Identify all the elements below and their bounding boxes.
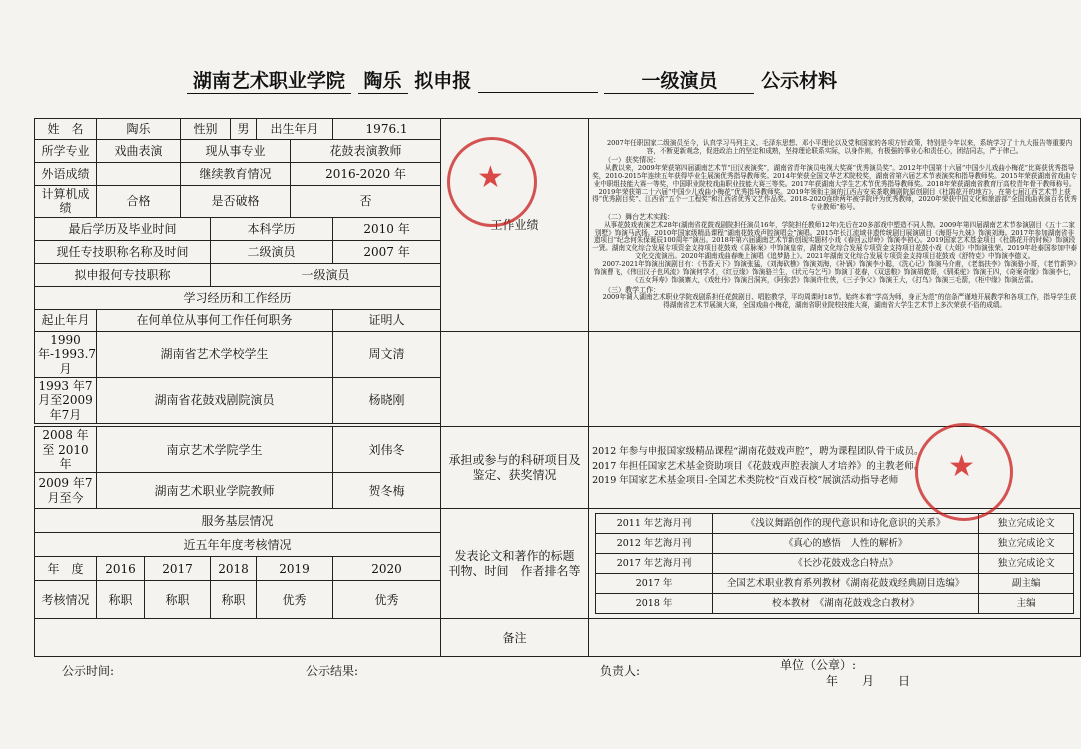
assessment-blank-row <box>35 619 441 657</box>
assessment-year-2019: 2019 <box>257 557 333 581</box>
language-value <box>97 163 181 186</box>
responsible-person-label: 负责人: <box>600 664 641 678</box>
title-name: 陶乐 <box>358 66 408 94</box>
remark-label: 备注 <box>441 619 589 657</box>
work-witness-1: 周文清 <box>333 331 441 377</box>
achievements-label: 承担或参与的科研项目及鉴定、获奖情况 <box>441 427 589 509</box>
publication-title-4: 全国艺术职业教育系列教材《湖南花鼓戏经典剧目选编》 <box>713 574 979 594</box>
publication-year-3: 2017 年艺海月刊 <box>596 554 713 574</box>
title-suffix: 公示材料 <box>761 70 838 92</box>
major-label: 所学专业 <box>35 140 97 163</box>
publication-year-2: 2012 年艺海月刊 <box>596 534 713 554</box>
work-unit-1: 湖南省艺术学校学生 <box>97 331 333 377</box>
work-period-3: 2008 年至 2010 年 <box>35 427 97 473</box>
work-history-heading: 学习经历和工作经历 <box>35 286 441 309</box>
education-value: 本科学历 <box>211 217 333 240</box>
unit-seal-label: 单位（公章）: <box>780 658 857 672</box>
publications-table <box>595 513 1074 614</box>
publication-row <box>596 594 1074 614</box>
publication-row <box>596 574 1074 594</box>
official-stamp-right <box>915 423 1013 521</box>
title-blank <box>478 70 598 93</box>
continuing-education-value: 2016-2020 年 <box>291 163 441 186</box>
work-unit-3: 南京艺术学院学生 <box>97 427 333 473</box>
name-value: 陶乐 <box>97 119 181 140</box>
publications-list <box>589 509 1081 619</box>
publication-row <box>596 554 1074 574</box>
signature-footer <box>34 660 980 690</box>
date-label: 年 月 日 <box>826 674 911 688</box>
official-stamp-left <box>447 137 537 227</box>
work-witness-3: 刘伟冬 <box>333 427 441 473</box>
publications-label: 发表论文和著作的标题 刊物、时间 作者排名等 <box>441 509 589 619</box>
publication-title-1: 《浅议舞蹈创作的现代意识和诗化意识的关系》 <box>713 514 979 534</box>
intro-heading-teaching: （三）教学工作： <box>604 285 661 294</box>
stamp-star-icon: ★ <box>477 160 504 195</box>
publication-title-5: 校本教材 《湖南花鼓戏念白教材》 <box>713 594 979 614</box>
publication-role-2: 独立完成论文 <box>979 534 1074 554</box>
apply-title-label: 拟申报何专技职称 <box>35 263 211 286</box>
assessment-result-2016: 称职 <box>97 581 145 619</box>
achievement-item-1: 2012 年参与申报国家级精品课程“湖南花鼓戏声腔”，聘为课程团队骨干成员。 <box>592 446 924 458</box>
publication-role-4: 副主编 <box>979 574 1074 594</box>
intro-paragraph-5: 2009年调入湖南艺术职业学院戏剧系担任花鼓剧目、唱腔教学，平均周课时18节。始终本着“学高为师，身正为范”的信条严谨地开展教学和各项工作，指导学生获得湖南省艺术节展演大赛，全国戏曲小梅花，湖南省职业院校技能大赛，湖南省大学生艺术节上多次荣获不俗的成绩。 <box>602 293 1077 310</box>
publication-year-4: 2017 年 <box>596 574 713 594</box>
assessment-result-2019: 优秀 <box>257 581 333 619</box>
achievement-item-3: 2019 年国家艺术基金项目-全国艺术类院校“百戏百校”展演活动指导老师 <box>592 474 899 486</box>
title-position: 一级演员 <box>604 66 754 94</box>
publication-role-1: 独立完成论文 <box>979 514 1074 534</box>
exemption-label: 是否破格 <box>181 186 291 218</box>
intro-heading-stage: （二）舞台艺术实践： <box>604 213 675 222</box>
service-grassroots-label: 服务基层情况 <box>35 509 441 533</box>
application-form-table <box>34 118 1081 657</box>
current-major-value: 花鼓表演教师 <box>291 140 441 163</box>
period-column-header: 起止年月 <box>35 309 97 331</box>
witness-column-header: 证明人 <box>333 309 441 331</box>
publication-title-3: 《长沙花鼓戏念白特点》 <box>713 554 979 574</box>
stamp-star-icon: ★ <box>948 449 975 485</box>
assessment-year-2017: 2017 <box>145 557 211 581</box>
continuing-education-label: 继续教育情况 <box>181 163 291 186</box>
education-year: 2010 年 <box>333 217 441 240</box>
work-unit-4: 湖南艺术职业学院教师 <box>97 473 333 509</box>
work-performance-label: 工作业绩 <box>490 217 539 232</box>
title-apply-prefix: 拟申报 <box>414 70 472 92</box>
achievement-label-cell <box>441 119 589 332</box>
assessment-result-2017: 称职 <box>145 581 211 619</box>
assessment-result-label: 考核情况 <box>35 581 97 619</box>
publicity-result-label: 公示结果: <box>306 664 359 678</box>
blank-left-panel <box>441 331 589 426</box>
assessment-year-2016: 2016 <box>97 557 145 581</box>
assessment-year-label: 年 度 <box>35 557 97 581</box>
work-period-2: 1993 年7月至2009年7月 <box>35 377 97 423</box>
assessment-year-2020: 2020 <box>333 557 441 581</box>
computer-label: 计算机成绩 <box>35 186 97 218</box>
intro-paragraph-3: 从事花鼓戏表演艺术28年(湖南省花鼓戏剧院担任演员16年，学院担任教师12年)先后在20多部戏中塑造不同人物。2009年第四届湖南艺术节参演剧目《五十二家别墅》饰演马武扬。2010年国家级精品课程“湖南花鼓戏声腔演唱会”演唱。2015年长江流域非遗传统剧目展演剧目《海哥与九妹》饰演刘海。2017年参加湖南省非遗项目“纪念何朱保诞辰100周年”演出。2018年第六届湖南艺术节新创现实题材小戏《春回云岸岭》饰演李初心。2019国家艺术基金项目《杜鹃花开的时候》饰演段一贤。湖南文化综合发展专项资金支持项目花鼓戏《喜脉案》中饰演皇帝，湖南文化综合发展专项资金支持项目花鼓小戏《大姐》中饰演张荣。2019年赴泰国参加中泰文化交流演出。2020年湖南戏曲春晚上演唱《追梦路上》。2021年湖南文化综合发展专项资金支持项目花鼓戏《舒特克》中饰演李德义。 <box>592 220 1078 261</box>
assessment-result-2018: 称职 <box>211 581 257 619</box>
work-witness-2: 杨晓刚 <box>333 377 441 423</box>
assessment-heading: 近五年年度考核情况 <box>35 533 441 557</box>
performance-text <box>589 119 1081 332</box>
intro-paragraph-2: 从教以来，2009年荣获第四届湖南艺术节“田汉表演奖”，湖南省青年演员电视大奖赛“优秀演员奖”。2012年中国第十六届“中国少儿戏曲小梅花”比赛获优秀指导奖，2010-2015年连续五年获得毕业生展演优秀指导教师奖。2014年荣获全国文华艺术院校奖，湖南省第六届艺术节表演奖和指导教师奖。2015年荣获湖南省戏曲专业中职组技能大赛一等奖，中国职业院校戏曲职业技能大赛三等奖。2017年获湖南大学生艺术节优秀指导教师奖。2018年荣获湖南省教育厅高校青年骨干教师称号。2019年荣获第二十六届“中国少儿戏曲小梅花”优秀指导教师奖。2019年领衔主演的江西吉安采茶歌舞剧院原创剧目《杜鹃花开的地方》，在第七届江西艺术节上获得“优秀剧目奖”、江西省“五个一工程奖”和江西省优秀文艺作品奖。2018-2020连续两年被学院评为优秀教师，2020年荣获中国文化和旅游部“全国戏曲表演百名优秀专业教师”称号。 <box>592 163 1077 212</box>
current-title-label: 现任专技职称名称及时间 <box>35 240 211 263</box>
exemption-value: 否 <box>291 186 441 218</box>
current-title-year: 2007 年 <box>333 240 441 263</box>
sex-value: 男 <box>231 119 257 140</box>
birth-value: 1976.1 <box>333 119 441 140</box>
education-label: 最后学历及毕业时间 <box>35 217 211 240</box>
apply-title-value: 一级演员 <box>211 263 441 286</box>
title-school: 湖南艺术职业学院 <box>187 66 351 94</box>
publication-row <box>596 514 1074 534</box>
computer-value: 合格 <box>97 186 181 218</box>
page-title <box>0 66 1024 94</box>
publication-role-3: 独立完成论文 <box>979 554 1074 574</box>
intro-heading-awards: （一）获奖情况： <box>604 156 661 165</box>
name-label: 姓 名 <box>35 119 97 140</box>
assessment-result-2020: 优秀 <box>333 581 441 619</box>
work-period-4: 2009 年7月至今 <box>35 473 97 509</box>
work-witness-4: 贺冬梅 <box>333 473 441 509</box>
intro-paragraph-1: 2007年任职国家二级演员至今，认真学习马列主义、毛泽东思想、邓小平理论以及党和国家的各项方针政策，特别是今年以来，系统学习了十九大报告等重要内容，不断更新观念，促进政治上的坚定和成熟，坚持理论联系实际，以身作则，有极强的事业心和责任心，团结同志，严于律己。 <box>606 138 1073 155</box>
achievement-item-2: 2017 年担任国家艺术基金资助项目《花鼓戏声腔表演人才培养》的主教老师。 <box>592 460 924 472</box>
publication-year-1: 2011 年艺海月刊 <box>596 514 713 534</box>
publication-title-2: 《真心的感悟 人性的解析》 <box>713 534 979 554</box>
intro-paragraph-4: 2007-2021年饰演出演剧目有：《书香天下》饰演张猛，《刘海砍樵》饰演刘海，《补锅》饰演李小聪，《洗心记》饰演马介甫，《老翁扶李》饰演骆小哥，《老竹新笋》饰演曹飞，《伟田汉子也风流》饰演何学才，《红豆缘》饰演骆兰生，《状元与乞丐》饰演丁花春，《双送粮》饰演胡乾哥，《驯柔驼》饰演王四，《奇案奇缘》饰演李七，《五女拜寿》饰演寨大，《戏牡丹》饰演吕洞宾，《阿弥芸》饰演许仕侠，《三子争父》饰演王大，《打鸟》饰演三毛箭，《柜中缘》饰演岳雷。 <box>593 260 1077 285</box>
assessment-year-2018: 2018 <box>211 557 257 581</box>
performance-text-continued <box>589 331 1081 426</box>
work-unit-2: 湖南省花鼓戏剧院演员 <box>97 377 333 423</box>
publicity-time-label: 公示时间: <box>62 664 115 678</box>
remark-value <box>589 619 1081 657</box>
language-label: 外语成绩 <box>35 163 97 186</box>
sex-label: 性别 <box>181 119 231 140</box>
current-title-value: 二级演员 <box>211 240 333 263</box>
unit-column-header: 在何单位从事何工作任何职务 <box>97 309 333 331</box>
publication-year-5: 2018 年 <box>596 594 713 614</box>
birth-label: 出生年月 <box>257 119 333 140</box>
work-period-1: 1990 年-1993.7 月 <box>35 331 97 377</box>
publication-role-5: 主编 <box>979 594 1074 614</box>
current-major-label: 现从事专业 <box>181 140 291 163</box>
publication-row <box>596 534 1074 554</box>
achievements-list <box>589 427 1081 509</box>
major-value: 戏曲表演 <box>97 140 181 163</box>
